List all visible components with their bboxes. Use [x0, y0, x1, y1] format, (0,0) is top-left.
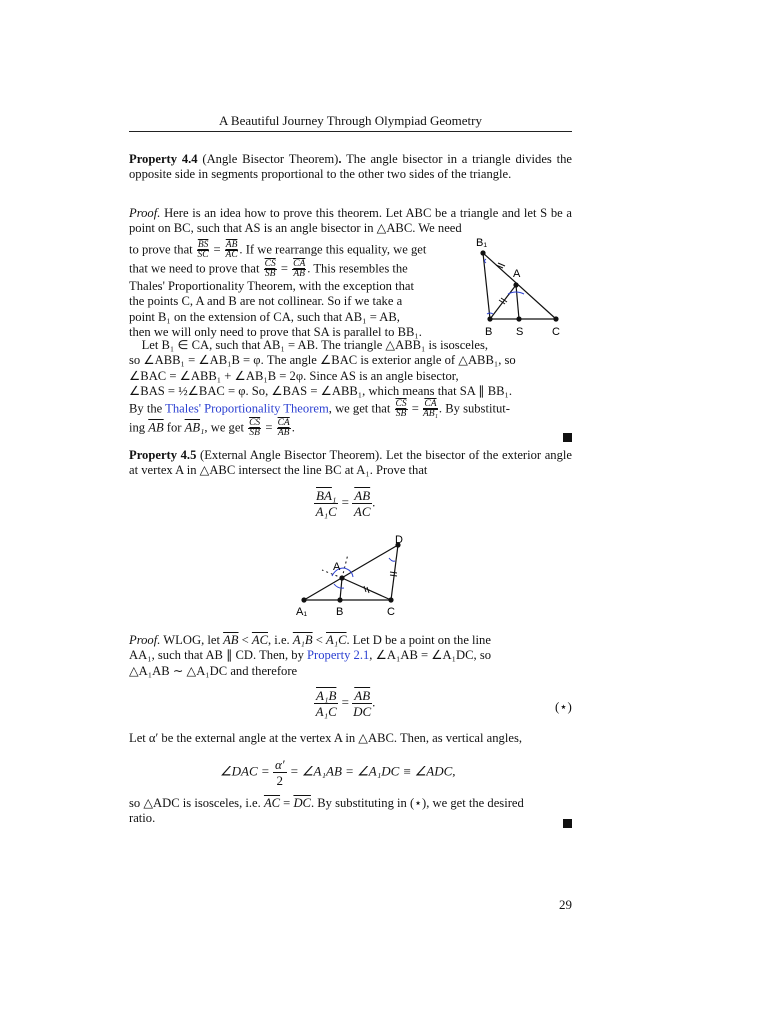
fraction: $\frac{\overline{BS}}{SC}$	[197, 240, 209, 260]
proof-text: . By substituting in (⋆), we get the desired	[310, 796, 524, 810]
denominator: 2	[276, 773, 284, 788]
proof-text: . By substitut-	[438, 401, 510, 416]
label-a1: A₁	[296, 606, 308, 618]
equation-right: = ∠A₁AB = ∠A₁DC ≡ ∠ADC,	[289, 763, 456, 779]
alpha-symbol: α′	[274, 757, 285, 772]
fraction: $\frac{\overline{AB}}{AC}$	[225, 240, 238, 260]
proof-text: that we need to prove that	[129, 261, 260, 276]
proof-text: Let α′ be the external angle at the vertex A in △ABC. Then, as vertical angles,	[129, 731, 522, 745]
label-s: S	[516, 326, 524, 338]
figure-external-bisector	[292, 532, 410, 622]
label-c: C	[387, 606, 395, 618]
proof-1-body	[129, 338, 572, 399]
proof-text: AA₁, such that AB ∥ CD. Then, by	[129, 648, 304, 663]
thales-theorem-link[interactable]: Thales' Proportionality Theorem	[165, 401, 329, 416]
equation-similarity: $\frac{\text{A₁B}}{\text{A₁C}}$ = $\frac{\overline{AB}}{DC}$ .	[315, 688, 376, 719]
proof-text: ∠BAC = ∠ABB₁ + ∠AB₁B = 2φ. Since AS is an angle bisector,	[129, 368, 459, 383]
fraction: $\frac{\overline{CA}}{\text{AB₁}}$	[423, 399, 438, 419]
property-statement: The angle bisector in a triangle divides the opposite side in segments proportional to the other two sides of the triangle.	[129, 152, 573, 182]
property-name: (Angle Bisector Theorem)	[202, 152, 339, 166]
equation-external-bisector: $\frac{\overline{BA}_1}{\text{A₁C}}$ = $\frac{\overline{AB}}{AC}$ .	[315, 488, 376, 519]
proof-1-wrapped-text: to prove that $\frac{\overline{BS}}{SC}$ = $\frac{\overline{AB}}{AC}$ . If we rearrange this equality, we get that we need to prove that $\frac{\overline{CS}}{SB}$ = $\frac{\overline{CA}}{AB}$ . This resembles the Thales' Proportionality Theorem, with the exception that the points C, A and B are not collinear. So if we take a point B₁ on the extension of CA, such that AB₁ = AB, then we will only need to prove that SA is parallel to BB₁.	[129, 240, 427, 339]
proof-text: , we get that	[328, 401, 391, 416]
property-2-1-link[interactable]: Property 2.1	[307, 648, 370, 663]
proof-text: . If we rearrange this equality, we get	[239, 242, 427, 257]
fraction: $\frac{\overline{CS}}{SB}$	[264, 259, 276, 279]
proof-text: then we will only need to prove that SA is parallel to BB₁.	[129, 324, 422, 339]
fraction: $\frac{\overline{CS}}{SB}$	[249, 418, 261, 438]
proof-text: point B₁ on the extension of CA, such that AB₁ = AB,	[129, 309, 400, 324]
equation-tag: (⋆)	[555, 699, 572, 714]
proof-text: Let B₁ ∈ CA, such that AB₁ = AB. The triangle △ABB₁ is isosceles,	[141, 338, 489, 352]
proof-text: ing	[129, 420, 146, 435]
label-b: B	[336, 606, 344, 618]
proof-text: △A₁AB ∼ △A₁DC and therefore	[129, 663, 298, 678]
property-statement: . Let the bisector of the	[379, 448, 499, 462]
proof-1-end: By the Thales' Proportionality Theorem, we get that $\frac{\overline{CS}}{SB}$ = $\frac{\overline{CA}}{\text{AB₁}}$ . By substitut- ing $\overline{AB}$ for $\overline{AB}_1$, we get $\frac{\overline{CS}}{SB}$ = $\frac{\overline{CA}}{AB}$ .	[129, 399, 510, 438]
proof-text: , we get	[204, 420, 244, 435]
proof-text: , ∠A₁AB = ∠A₁DC, so	[369, 648, 492, 663]
figure-angle-bisector	[472, 234, 572, 338]
proof-2-body: Proof. WLOG, let $\overline{AB} < \overline{AC}$, i.e. A₁B < A₁C. Let D be a point on the line AA₁, such that AB ∥ CD. Then, by Property 2.1, ∠A₁AB = ∠A₁DC, so △A₁AB ∼ △A₁DC and therefore	[129, 633, 492, 678]
equation-angles	[220, 757, 456, 788]
qed-mark	[563, 427, 572, 446]
label-a: A	[513, 268, 521, 280]
proof-1-intro	[129, 206, 572, 237]
label-a: A	[333, 561, 341, 573]
proof-text: , i.e.	[268, 633, 290, 647]
proof-label: Proof.	[129, 633, 161, 647]
equation-left: ∠DAC =	[220, 763, 270, 779]
running-header: A Beautiful Journey Through Olympiad Geometry	[219, 113, 482, 128]
proof-text: . This resembles the	[307, 261, 408, 276]
proof-text: let S be a point on BC, such that AS is an angle bisector in △ABC. We need	[129, 206, 573, 236]
proof-text: By the	[129, 401, 163, 416]
property-statement: exterior angle at vertex A in △ABC intersect the line BC at A₁. Prove that	[129, 448, 572, 478]
label-d: D	[395, 534, 403, 546]
header-rule	[129, 131, 572, 132]
property-name: (External Angle Bisector Theorem)	[200, 448, 380, 462]
fraction: $\frac{\overline{CS}}{SB}$	[395, 399, 407, 419]
property-label: Property 4.5	[129, 448, 197, 462]
property-4-5	[129, 448, 572, 479]
page-number: 29	[559, 897, 572, 912]
fraction: $\frac{\overline{CA}}{AB}$	[293, 259, 306, 279]
proof-text: ratio.	[129, 811, 156, 826]
label-b: B	[485, 326, 493, 338]
label-c: C	[552, 326, 560, 338]
proof-text: to prove that	[129, 242, 193, 257]
property-4-4: Property 4.4 (Angle Bisector Theorem). The angle bisector in a triangle divides the opposite side in segments proportional to the other two sides of the triangle.	[129, 152, 573, 182]
proof-2-alpha	[129, 731, 572, 746]
proof-2-end: so △ADC is isosceles, i.e. $\overline{AC} = \overline{DC}$. By substituting in (⋆), we get the desired ratio.	[129, 796, 524, 826]
property-label: Property 4.4	[129, 152, 198, 166]
proof-text: so ∠ABB₁ = ∠AB₁B = φ. The angle ∠BAC is exterior angle of △ABB₁, so	[129, 353, 516, 368]
label-b1: B₁	[476, 237, 488, 249]
fraction: $\frac{\overline{CA}}{AB}$	[277, 418, 290, 438]
proof-label: Proof.	[129, 206, 161, 220]
proof-text: Here is an idea how to prove this theorem. Let ABC be a triangle and	[164, 206, 521, 220]
qed-mark	[563, 813, 572, 832]
proof-text: Thales' Proportionality Theorem, with the exception that	[129, 279, 414, 293]
proof-text: the points C, A and B are not collinear. So if we take a	[129, 294, 403, 309]
proof-text: WLOG, let	[163, 633, 220, 647]
proof-text: ∠BAS = ½∠BAC = φ. So, ∠BAS = ∠ABB₁, which means that SA ∥ BB₁.	[129, 383, 513, 398]
proof-text: for	[166, 420, 182, 435]
proof-text: . Let D be a point on the line	[346, 633, 491, 647]
proof-text: so △ADC is isosceles, i.e.	[129, 796, 261, 810]
